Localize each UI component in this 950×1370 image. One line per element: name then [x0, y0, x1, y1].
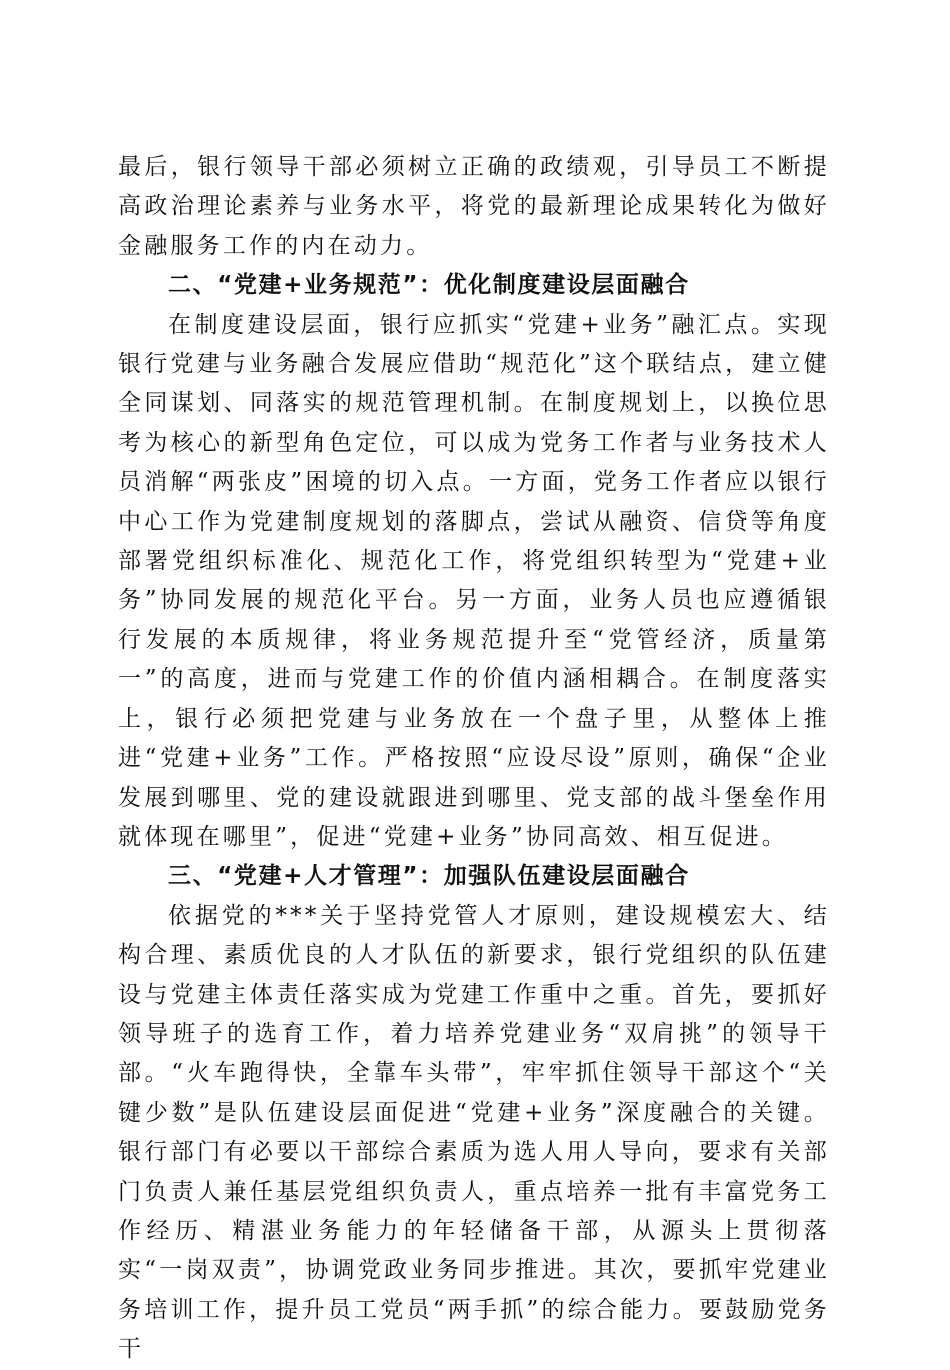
section-heading-2: 二、“党建+业务规范”：优化制度建设层面融合 — [168, 272, 690, 299]
paragraph-section-3-body: 依据党的***关于坚持党管人才原则，建设规模宏大、结构合理、素质优良的人才队伍的新要求，银行党组织的队伍建设与党建主体责任落实成为党建工作重中之重。首先，要抓好领导班子的选育工作，着力培养党建业务“双肩挑”的领导干部。“火车跑得快，全靠车头带”，牢牢抓住领导干部这个“关键少数”是队伍建设层面促进“党建+业务”深度融合的关键。银行部门有必要以干部综合素质为选人用人导向，要求有关部门负责人兼任基层党组织负责人，重点培养一批有丰富党务工作经历、精湛业务能力的年轻储备干部，从源头上贯彻落实“一岗双责”，协调党政业务同步推进。其次，要抓牢党建业务培训工作，提升员工党员“两手抓”的综合能力。要鼓励党务干 — [118, 902, 830, 1363]
document-body — [118, 148, 830, 1370]
section-heading-3: 三、“党建+人才管理”：加强队伍建设层面融合 — [168, 863, 690, 890]
paragraph-section-2-body: 在制度建设层面，银行应抓实“党建+业务”融汇点。实现银行党建与业务融合发展应借助“规范化”这个联结点，建立健全同谋划、同落实的规范管理机制。在制度规划上，以换位思考为核心的新型角色定位，可以成为党务工作者与业务技术人员消解“两张皮”困境的切入点。一方面，党务工作者应以银行中心工作为党建制度规划的落脚点，尝试从融资、信贷等角度部署党组织标准化、规范化工作，将党组织转型为“党建+业务”协同发展的规范化平台。另一方面，业务人员也应遵循银行发展的本质规律，将业务规范提升至“党管经济，质量第一”的高度，进而与党建工作的价值内涵相耦合。在制度落实上，银行必须把党建与业务放在一个盘子里，从整体上推进“党建+业务”工作。严格按照“应设尽设”原则，确保“企业发展到哪里、党的建设就跟进到哪里、党支部的战斗堡垒作用就体现在哪里”，促进“党建+业务”协同高效、相互促进。 — [118, 311, 830, 850]
paragraph-closing-previous-section: 最后，银行领导干部必须树立正确的政绩观，引导员工不断提高政治理论素养与业务水平，将党的最新理论成果转化为做好金融服务工作的内在动力。 — [118, 154, 830, 259]
